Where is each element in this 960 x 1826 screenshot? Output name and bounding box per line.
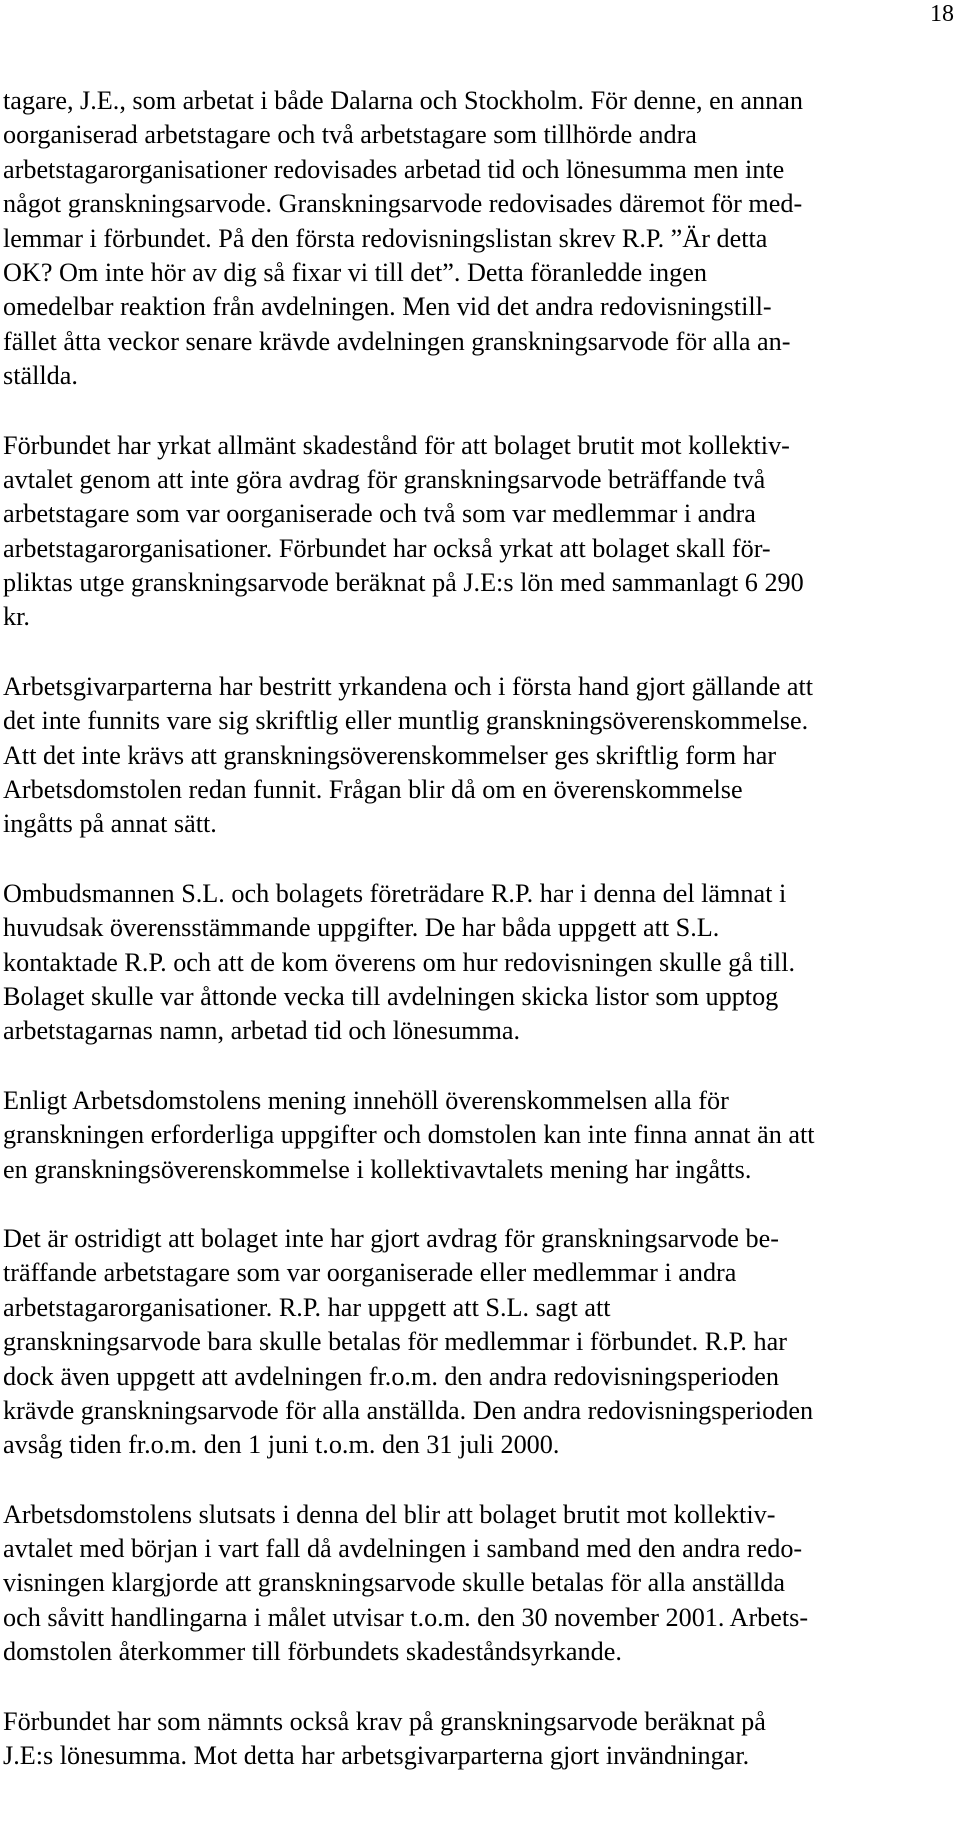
text-line: huvudsak överensstämmande uppgifter. De har båda uppgett att S.L. bbox=[3, 913, 720, 943]
text-line: tagare, J.E., som arbetat i både Dalarna och Stockholm. För denne, en annan bbox=[3, 86, 803, 115]
text-line: granskningsarvode bara skulle betalas för medlemmar i förbundet. R.P. har bbox=[3, 1327, 787, 1357]
text-line: Arbetsdomstolens slutsats i denna del blir att bolaget brutit mot kollektiv- bbox=[3, 1499, 776, 1529]
text-line: det inte funnits vare sig skriftlig eller muntlig granskningsöverenskommelse. bbox=[3, 706, 809, 736]
text-line: krävde granskningsarvode för alla anställda. Den andra redovisningsperioden bbox=[3, 1395, 814, 1425]
text-line: Det är ostridigt att bolaget inte har gjort avdrag för granskningsarvode be- bbox=[3, 1223, 779, 1253]
text-line: omedelbar reaktion från avdelningen. Men vid det andra redovisningstill- bbox=[3, 292, 772, 322]
page-number: 18 bbox=[930, 1, 954, 27]
text-line: Arbetsgivarparterna har bestritt yrkandena och i första hand gjort gällande att bbox=[3, 671, 814, 701]
paragraph bbox=[3, 1222, 958, 1463]
text-line: arbetstagarorganisationer redovisades arbetad tid och lönesumma men inte bbox=[3, 154, 785, 184]
text-line: arbetstagarorganisationer. R.P. har uppgett att S.L. sagt att bbox=[3, 1292, 611, 1322]
text-line: kr. bbox=[3, 602, 30, 632]
paragraph bbox=[3, 1084, 958, 1187]
text-line: OK? Om inte hör av dig så fixar vi till det”. Detta föranledde ingen bbox=[3, 257, 707, 287]
text-line: Att det inte krävs att granskningsöverenskommelser ges skriftlig form har bbox=[3, 740, 777, 770]
text-line: Förbundet har som nämnts också krav på granskningsarvode beräknat på bbox=[3, 1706, 766, 1736]
text-line: en granskningsöverenskommelse i kollektivavtalets mening har ingåtts. bbox=[3, 1154, 752, 1184]
text-line: lemmar i förbundet. På den första redovisningslistan skrev R.P. ”Är detta bbox=[3, 223, 768, 253]
text-line: Enligt Arbetsdomstolens mening innehöll överenskommelsen alla för bbox=[3, 1085, 729, 1115]
paragraph bbox=[3, 670, 958, 842]
text-line: avtalet med början i vart fall då avdelningen i samband med den andra redo- bbox=[3, 1534, 803, 1564]
text-line: avtalet genom att inte göra avdrag för granskningsarvode beträffande två bbox=[3, 464, 766, 494]
text-line: och såvitt handlingarna i målet utvisar t.o.m. den 30 november 2001. Arbets- bbox=[3, 1602, 809, 1632]
text-line: Bolaget skulle var åttonde vecka till avdelningen skicka listor som upptog bbox=[3, 981, 779, 1011]
text-line: ingåtts på annat sätt. bbox=[3, 809, 217, 839]
text-line: kontaktade R.P. och att de kom överens om hur redovisningen skulle gå till. bbox=[3, 947, 796, 977]
text-line: domstolen återkommer till förbundets skadeståndsyrkande. bbox=[3, 1637, 622, 1667]
text-line: pliktas utge granskningsarvode beräknat på J.E:s lön med sammanlagt 6 290 bbox=[3, 568, 804, 598]
paragraph bbox=[3, 1498, 958, 1670]
paragraph bbox=[3, 429, 958, 635]
paragraph bbox=[3, 877, 958, 1049]
text-line: ställda. bbox=[3, 361, 78, 391]
text-line: visningen klargjorde att granskningsarvode skulle betalas för alla anställda bbox=[3, 1568, 786, 1598]
text-line: Ombudsmannen S.L. och bolagets företrädare R.P. har i denna del lämnat i bbox=[3, 878, 787, 908]
text-line: arbetstagare som var oorganiserade och två som var medlemmar i andra bbox=[3, 499, 756, 529]
text-line: avsåg tiden fr.o.m. den 1 juni t.o.m. den 31 juli 2000. bbox=[3, 1430, 560, 1460]
text-line: något granskningsarvode. Granskningsarvode redovisades däremot för med- bbox=[3, 189, 803, 219]
text-line: fället åtta veckor senare krävde avdelningen granskningsarvode för alla an- bbox=[3, 326, 791, 356]
text-line: granskningen erforderliga uppgifter och domstolen kan inte finna annat än att bbox=[3, 1120, 815, 1150]
paragraph bbox=[3, 84, 958, 394]
paragraph bbox=[3, 1705, 958, 1774]
text-line: dock även uppgett att avdelningen fr.o.m. den andra redovisningsperioden bbox=[3, 1361, 779, 1391]
text-line: Arbetsdomstolen redan funnit. Frågan blir då om en överenskommelse bbox=[3, 775, 743, 805]
document-body bbox=[3, 84, 958, 1808]
text-line: träffande arbetstagare som var oorganiserade eller medlemmar i andra bbox=[3, 1258, 737, 1288]
text-line: Förbundet har yrkat allmänt skadestånd för att bolaget brutit mot kollektiv- bbox=[3, 430, 790, 460]
text-line: arbetstagarorganisationer. Förbundet har också yrkat att bolaget skall för- bbox=[3, 533, 771, 563]
text-line: J.E:s lönesumma. Mot detta har arbetsgivarparterna gjort invändningar. bbox=[3, 1741, 750, 1771]
text-line: oorganiserad arbetstagare och två arbetstagare som tillhörde andra bbox=[3, 120, 697, 150]
text-line: arbetstagarnas namn, arbetad tid och lönesumma. bbox=[3, 1016, 521, 1046]
